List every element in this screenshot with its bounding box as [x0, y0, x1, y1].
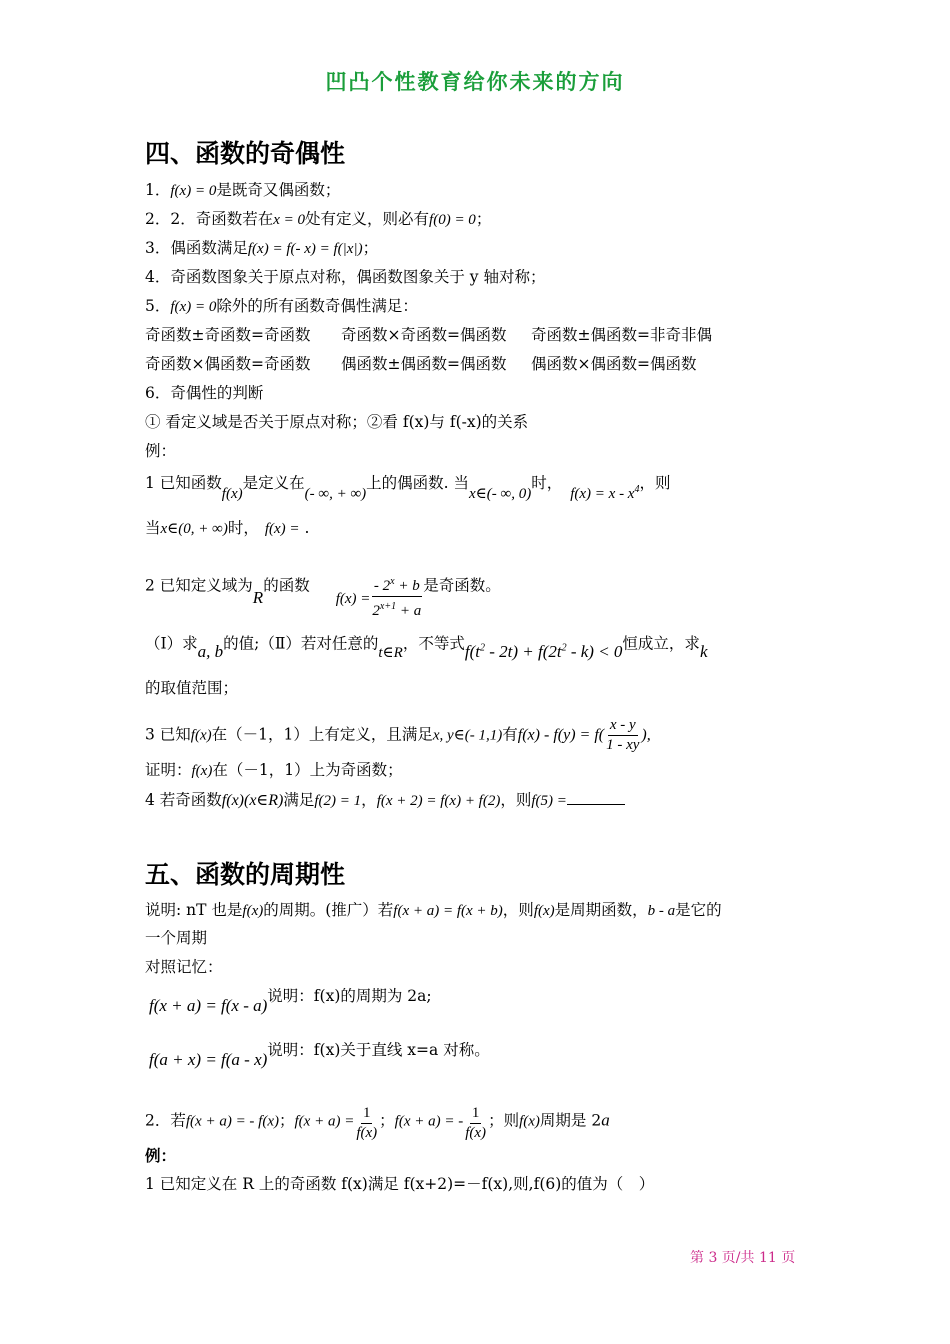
- math-part: f(x) = x - x: [570, 486, 635, 502]
- line-text: ，则: [639, 474, 671, 492]
- line-text: 有: [502, 725, 518, 744]
- answer-blank: [567, 790, 625, 805]
- period-example-1: 1 已知定义在 R 上的奇函数 f(x)满足 f(x+2)=－f(x),则,f(6)的值为（ ）: [145, 1175, 655, 1193]
- parity-rule: 偶函数×偶函数=偶函数: [531, 355, 697, 373]
- math-expr: f(x): [242, 903, 264, 919]
- line-text: 时，: [227, 519, 259, 537]
- math-expr: f(x)(x∈R): [221, 792, 284, 809]
- math-exponent: 4: [634, 484, 640, 495]
- math-fraction: [604, 716, 641, 755]
- line-text: ，不等式: [402, 634, 465, 653]
- page-number: 第 3 页/共 11 页: [690, 1250, 796, 1266]
- parity-rules-row-2: [145, 354, 696, 374]
- line-text: 除外的所有函数奇偶性满足：: [216, 297, 418, 315]
- line-5: [145, 296, 418, 317]
- line-text: 说明：f(x)关于直线 x=a 对称。: [267, 1041, 490, 1059]
- line-6: 6．奇偶性的判断: [145, 384, 264, 402]
- line-text: 在（－1，1）上有定义，且满足: [211, 725, 433, 744]
- math-part: + b: [394, 578, 420, 594]
- math-expr: x, y∈(- 1,1): [432, 727, 503, 744]
- line-text: ；: [279, 1111, 295, 1130]
- math-expr: f(5) =: [531, 793, 567, 809]
- math-part: f(t: [464, 641, 480, 661]
- line-text: ；: [475, 210, 492, 228]
- math-expr: x∈(0, + ∞): [160, 521, 228, 537]
- symmetry-formula: [145, 1040, 490, 1069]
- line-text: 是定义在: [242, 474, 305, 492]
- math-fraction: [370, 572, 423, 621]
- line-text: ，: [361, 791, 377, 809]
- line-text: 是奇函数。: [423, 576, 501, 595]
- parity-rule: 奇函数×偶函数=奇函数: [145, 355, 311, 373]
- math-expr: x∈(- ∞, 0): [469, 486, 532, 502]
- math-expr: f(x) = f(- x) = f(|x|): [247, 241, 363, 257]
- line-text: 满足: [283, 791, 315, 809]
- line-text: 上的偶函数. 当: [366, 474, 469, 492]
- math-expr: f(x + 2) = f(x) + f(2): [376, 793, 501, 809]
- compare-memory: 对照记忆：: [145, 958, 223, 976]
- fraction-denominator: f(x): [356, 1125, 378, 1141]
- math-expr: f(x): [519, 1113, 540, 1130]
- line-text: 的周期。(推广）若: [263, 901, 394, 919]
- line-text: 是周期函数，: [554, 901, 648, 919]
- line-text: 当: [145, 519, 161, 537]
- math-expr: a, b: [197, 641, 224, 661]
- math-expr: [570, 486, 639, 502]
- math-fraction: [463, 1104, 488, 1143]
- example-1: [145, 470, 671, 502]
- fraction-denominator: f(x): [465, 1125, 487, 1141]
- line-text: 在（－1，1）上为奇函数；: [212, 761, 403, 779]
- fraction-numerator: 1: [470, 1104, 482, 1124]
- item-number: 1．: [145, 181, 171, 199]
- line-text: 时，: [531, 474, 563, 492]
- line-text: ；: [362, 239, 379, 257]
- line-text: ；则: [488, 1111, 520, 1130]
- line-text: 2 已知定义域为: [145, 576, 253, 595]
- math-expr: R: [252, 587, 264, 607]
- line-text: 1 已知函数: [145, 474, 222, 492]
- example-label-2: 例：: [145, 1146, 177, 1165]
- math-expr: f(x + a) = f(x + b): [393, 903, 503, 919]
- math-expr: k: [699, 641, 708, 661]
- example-3-cont: [145, 760, 403, 781]
- line-text: 2．若: [145, 1111, 186, 1130]
- math-expr: f(x) =: [264, 521, 300, 537]
- math-expr: f(x) = 0: [170, 299, 217, 315]
- math-expr: t∈R: [378, 644, 403, 661]
- line-text: （Ⅰ）求: [145, 634, 198, 653]
- fraction-numerator: x - y: [608, 716, 638, 736]
- section-title-periodicity: 五、函数的周期性: [145, 860, 346, 889]
- example-1-cont: [145, 518, 309, 539]
- page-header: 凹凸个性教育给你未来的方向: [325, 69, 625, 94]
- fraction-numerator: 1: [361, 1104, 373, 1124]
- parity-rule: 奇函数×奇函数=偶函数: [341, 326, 507, 344]
- period-rule-2: [145, 1102, 610, 1141]
- line-text: 2．2．奇函数若在: [145, 210, 274, 228]
- math-expr: f(x + a) = - f(x): [185, 1113, 279, 1130]
- item-number: 5．: [145, 297, 171, 315]
- fraction-denominator: 1 - xy: [606, 737, 640, 753]
- example-2: [145, 562, 501, 619]
- line-text: 是它的: [675, 901, 722, 919]
- line-text: 说明：f(x)的周期为 2a;: [267, 987, 432, 1005]
- line-text: 4 若奇函数: [145, 791, 222, 809]
- math-expr: f(x): [190, 727, 212, 744]
- math-expr: f(x + a) = f(x - a): [149, 996, 268, 1015]
- line-text: 处有定义，则必有: [305, 210, 430, 228]
- line-4: 4．奇函数图象关于原点对称，偶函数图象关于 y 轴对称；: [145, 268, 546, 286]
- math-exponent: 2: [479, 642, 485, 653]
- line-1: [145, 180, 340, 201]
- math-expr: f(x): [191, 763, 213, 779]
- math-expr: f(x + a) = -: [394, 1113, 464, 1130]
- math-expr: f(0) = 0: [429, 212, 476, 228]
- example-4: [145, 790, 625, 811]
- math-exponent: x: [390, 576, 395, 587]
- line-text: 恒成立，求: [622, 634, 700, 653]
- parity-rules-row-1: [145, 325, 712, 345]
- line-text: 3 已知: [145, 725, 191, 744]
- period-note: [145, 900, 722, 921]
- math-part: - 2t) + f(2t: [484, 641, 562, 661]
- line-text: 的值;（Ⅱ）若对任意的: [223, 634, 379, 653]
- line-3: [145, 238, 378, 259]
- parity-rule: 奇函数±偶函数=非奇非偶: [531, 326, 712, 344]
- section-title-parity: 四、函数的奇偶性: [145, 139, 346, 168]
- period-note-cont: 一个周期: [145, 929, 208, 947]
- math-expr: b - a: [647, 903, 676, 919]
- math-expr: a: [601, 1110, 610, 1130]
- math-exponent: x+1: [379, 601, 397, 612]
- line-text: ；: [379, 1111, 395, 1130]
- math-expr: f(x): [533, 903, 555, 919]
- math-expr: (- ∞, + ∞): [304, 486, 367, 502]
- line-text: 周期是 2: [539, 1111, 602, 1130]
- line-text: 3．偶函数满足: [145, 239, 248, 257]
- line-7: ① 看定义域是否关于原点对称；②看 f(x)与 f(-x)的关系: [145, 413, 529, 431]
- line-text: 说明: nT 也是: [145, 901, 243, 919]
- math-expr: f(x + a) =: [294, 1113, 355, 1130]
- math-expr: x = 0: [273, 212, 306, 228]
- line-text: 证明：: [145, 761, 192, 779]
- example-3: [145, 716, 651, 755]
- math-part: 2: [372, 603, 380, 619]
- math-fraction: [354, 1104, 379, 1143]
- parity-rule: 偶函数±偶函数=偶函数: [341, 355, 507, 373]
- example-2-cont: [145, 630, 708, 661]
- example-label: 例：: [145, 442, 177, 460]
- parity-rule: 奇函数±奇函数=奇函数: [145, 326, 311, 344]
- fraction-numerator: [372, 572, 422, 597]
- line-text: 是既奇又偶函数；: [216, 181, 341, 199]
- line-text: ，则: [500, 791, 532, 809]
- line-text: 的函数: [263, 576, 310, 595]
- math-expr: ),: [641, 726, 651, 744]
- math-expr: f(x): [221, 486, 243, 502]
- math-expr: [465, 642, 623, 661]
- math-part: - 2: [373, 578, 391, 594]
- math-expr: f(x) - f(y) = f(: [517, 726, 605, 744]
- line-text: .: [299, 519, 310, 537]
- example-2-tail: 的取值范围；: [145, 679, 239, 697]
- math-exponent: 2: [561, 642, 567, 653]
- math-expr: f(x) = 0: [170, 183, 217, 199]
- line-text: ，则: [502, 901, 534, 919]
- period-formula: [145, 986, 432, 1015]
- math-expr: f(a + x) = f(a - x): [149, 1050, 268, 1069]
- line-2: [145, 209, 491, 230]
- math-part: - k) < 0: [566, 641, 623, 661]
- fraction-denominator: [370, 597, 423, 621]
- math-part: + a: [396, 603, 422, 619]
- math-expr: f(x) =: [335, 590, 371, 607]
- math-expr: f(2) = 1: [314, 793, 362, 809]
